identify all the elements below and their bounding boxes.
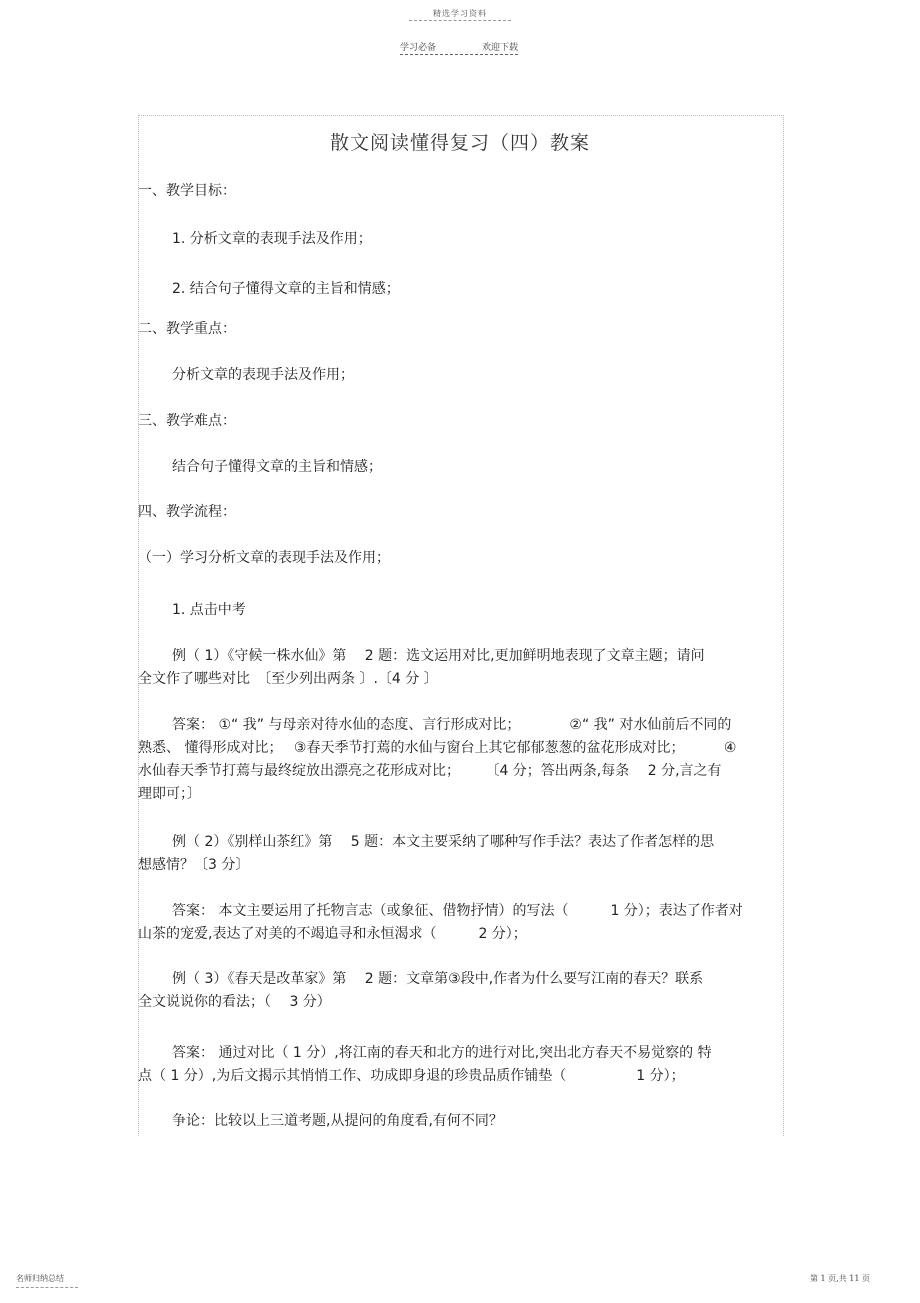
question-line: 例（ 1）《守候一株水仙》第 2 题：选文运用对比,更加鲜明地表现了文章主题；请问 [172,648,705,664]
paragraph-line: 1. 点击中考 [172,602,246,618]
footer-left-label: 名师归纳总结 [16,1274,64,1283]
question-line: 例（ 2）《别样山茶红》第 5 题：本文主要采纳了哪种写作手法？表达了作者怎样的思 [172,834,715,850]
answer-line: 答案： ①“ 我” 与母亲对待水仙的态度、言行形成对比； ②“ 我” 对水仙前后不同的 [172,717,732,733]
header-sub-left: 学习必备 [400,43,437,53]
paragraph-line: 结合句子懂得文章的主旨和情感； [172,459,382,475]
document-title: 散文阅读懂得复习（四）教案 [329,132,590,154]
answer-line: 答案： 本文主要运用了托物言志（或象征、借物抒情）的写法（ 1 分）；表达了作者对 [172,903,743,919]
question-line: 全文作了哪些对比 〔至少列出两条 〕.〔4 分 〕 [138,671,438,687]
section-heading: 二、教学重点： [138,321,236,337]
question-line: 想感情？〔3 分〕 [138,857,250,873]
paragraph-line: 1. 分析文章的表现手法及作用； [172,231,372,247]
footer-divider [16,1287,78,1288]
discussion-line: 争论：比较以上三道考题,从提问的角度看,有何不同？ [172,1113,503,1129]
paragraph-line: 2. 结合句子懂得文章的主旨和情感； [172,281,400,297]
section-heading: 四、教学流程： [138,504,236,520]
answer-line: 水仙春天季节打蔫与最终绽放出漂亮之花形成对比； 〔4 分；答出两条,每条 2 分,言之有 [138,763,722,779]
header-divider [409,20,511,21]
answer-line: 点（ 1 分）,为后文揭示其悄悄工作、功成即身退的珍贵品质作铺垫（ 1 分）； [138,1068,685,1084]
header-underline [400,54,518,55]
header-top-label: 精选学习资料 [433,9,487,18]
subsection-heading: （一）学习分析文章的表现手法及作用； [138,550,390,566]
answer-line: 答案： 通过对比（ 1 分）,将江南的春天和北方的进行对比,突出北方春天不易觉察的 特 [172,1045,712,1061]
section-heading: 一、教学目标： [138,183,236,199]
answer-line: 熟悉、 懂得形成对比； ③春天季节打蔫的水仙与窗台上其它郁郁葱葱的盆花形成对比； ④ [138,740,737,756]
page-number: 第 1 页,共 11 页 [810,1274,870,1283]
question-line: 全文说说你的看法；（ 3 分） [138,994,331,1010]
answer-line: 山茶的宠爱,表达了对美的不竭追寻和永恒渴求（ 2 分）； [138,926,527,942]
question-line: 例（ 3）《春天是改革家》第 2 题：文章第③段中,作者为什么要写江南的春天？联系 [172,971,704,987]
section-heading: 三、教学难点： [138,413,236,429]
paragraph-line: 分析文章的表现手法及作用； [172,367,354,383]
header-subline [400,40,518,53]
answer-line: 理即可；〕 [138,786,201,802]
header-sub-right: 欢迎下载 [481,43,518,53]
